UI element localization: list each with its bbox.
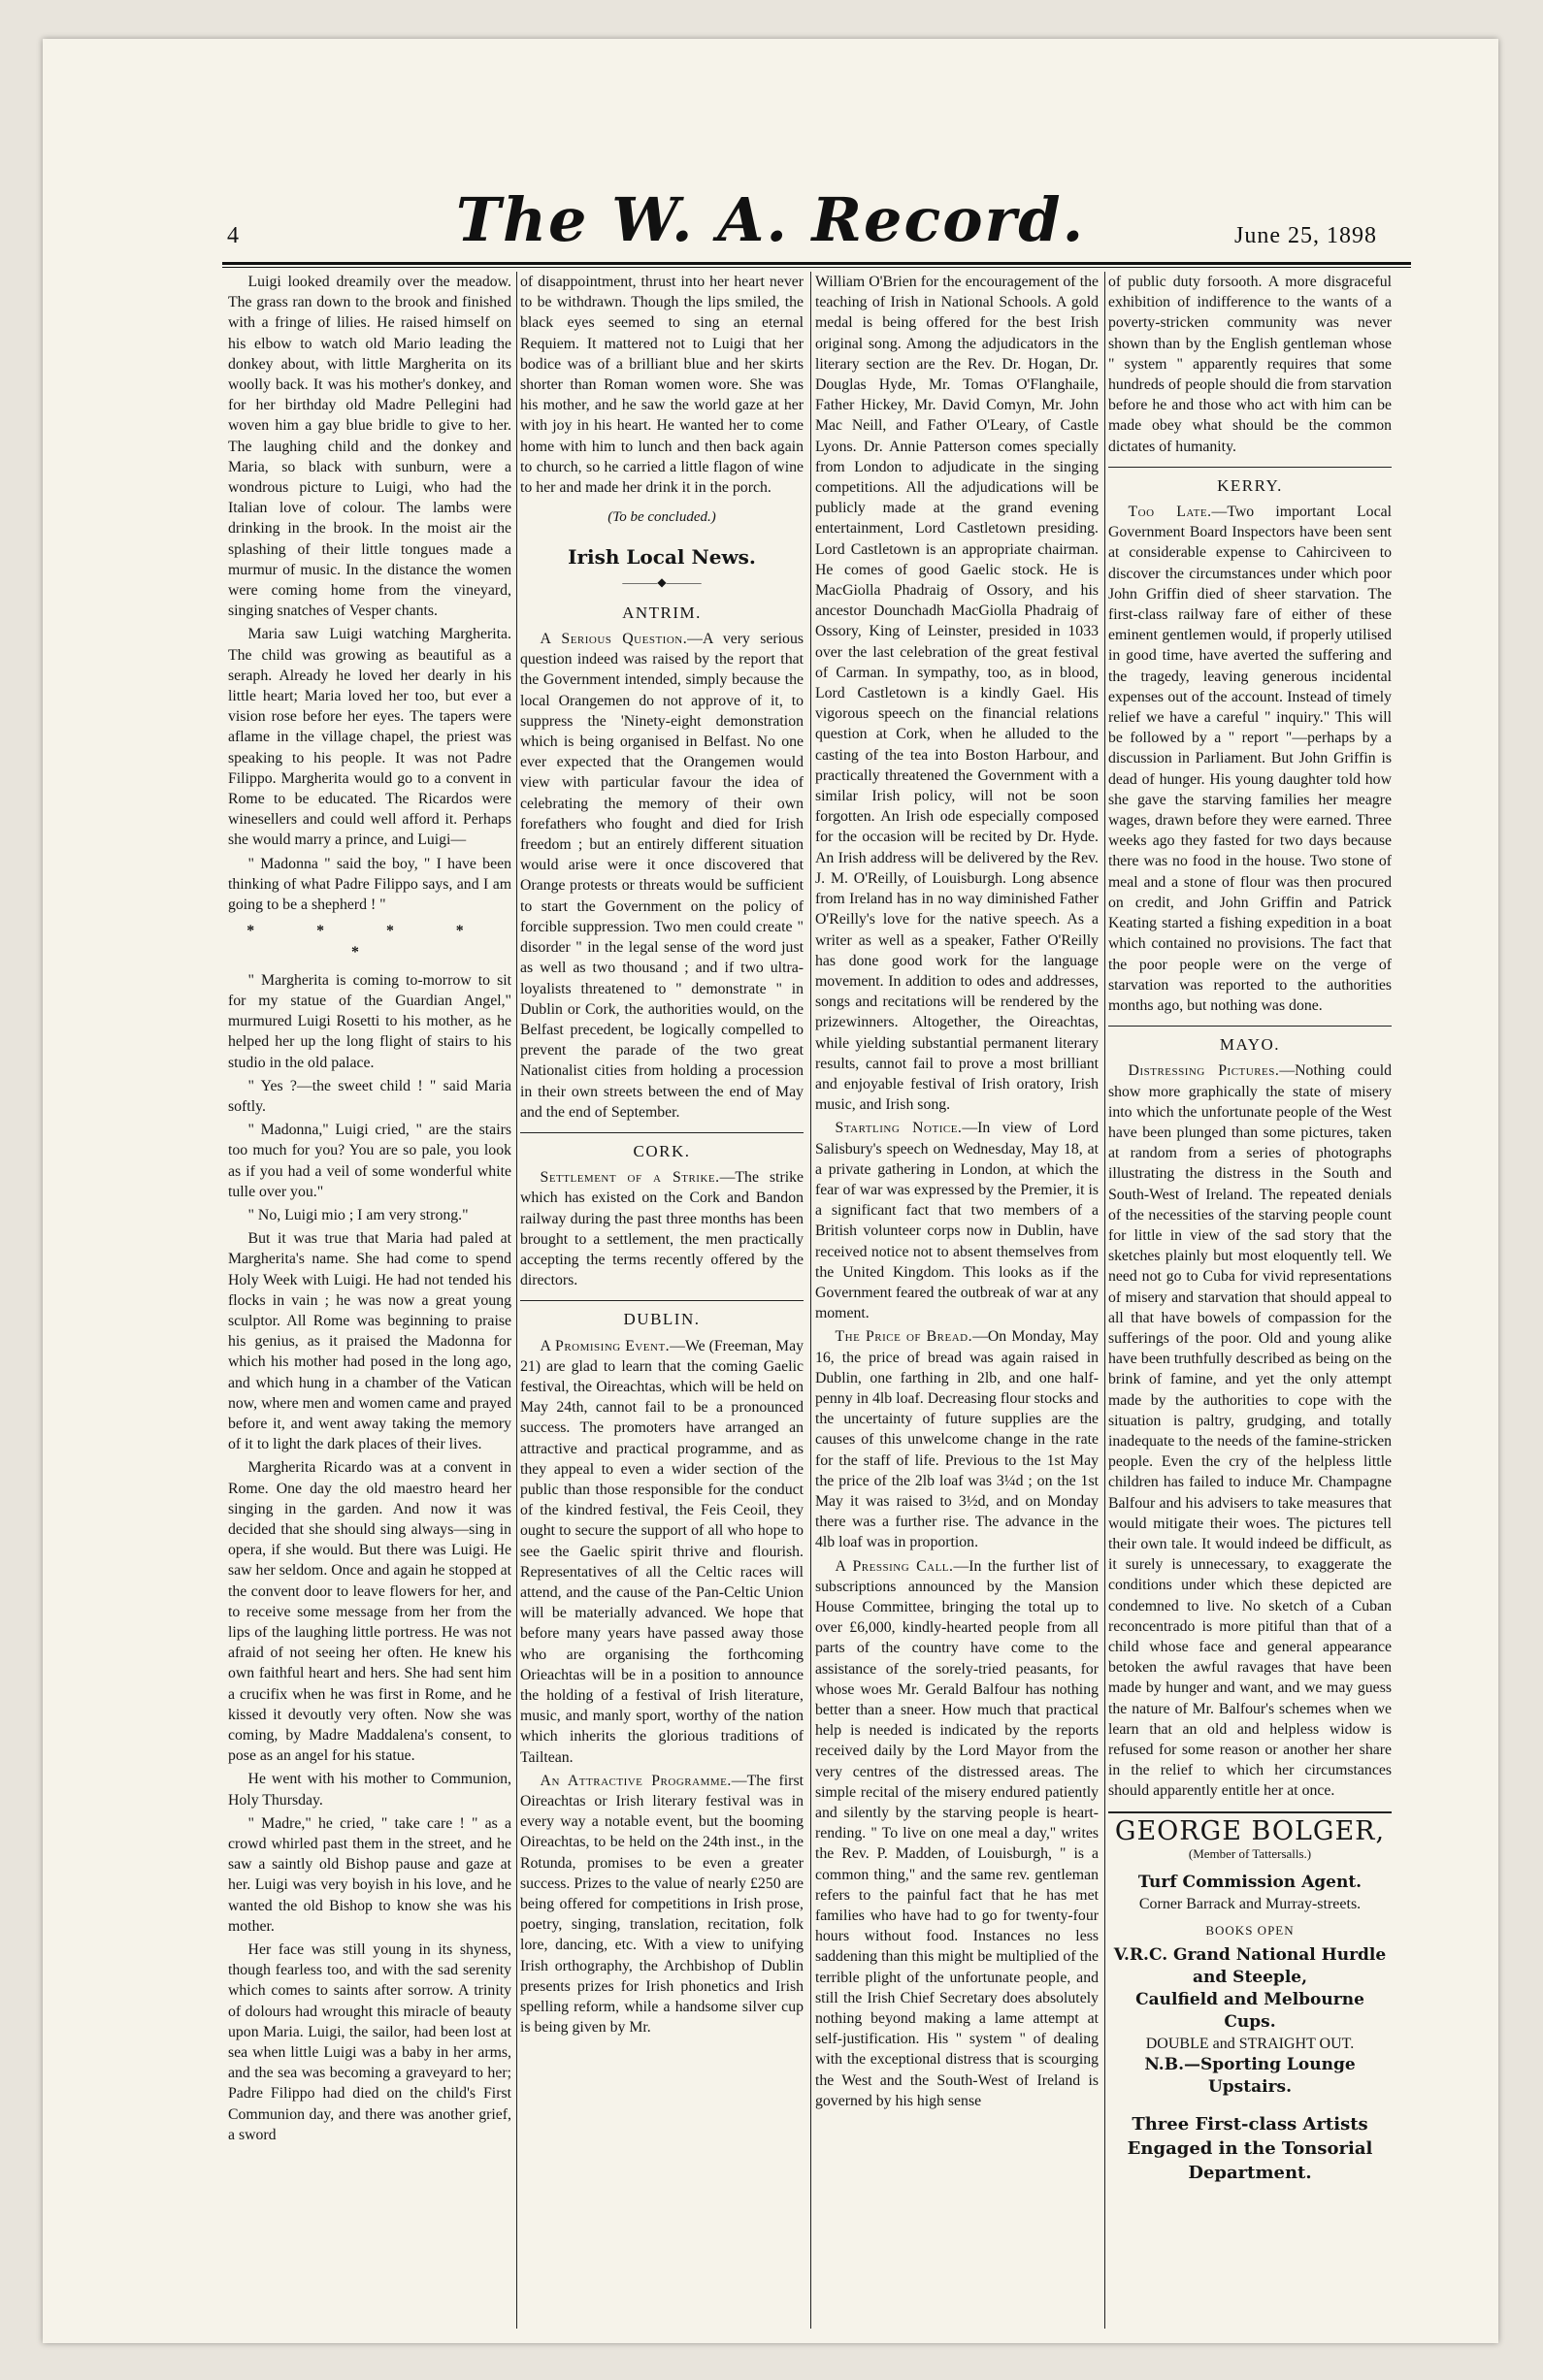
to-be-concluded: (To be concluded.): [607, 509, 716, 526]
news-item-lead: An Attractive Programme.: [540, 1772, 732, 1789]
story-paragraph: Margherita Ricardo was at a convent in Rome. One day the old maestro heard her singing in the garden. And now it was decided that she should sing always—sing in opera, if she would. But there was Luigi. He saw her seldom. Once and again he stopped at the convent door to leave flowers for her, and to receive some message from her from the lips of the laughing little portress. He was not afraid of not seeing her often. He knew his own faithful heart and hers. She had sent him a crucifix when he was first in Rome, and he kissed it devoutly very often. Now she was coming, by Madre Maddalena's consent, to pose as an angel for his statue.: [228, 1459, 511, 1765]
newspaper-page: [43, 39, 1498, 2343]
column-2: [520, 272, 804, 2329]
story-paragraph: of disappointment, thrust into her heart never to be withdrawn. Though the lips smiled, the black eyes seemed to sing an eternal Requiem. It mattered not to Luigi that her bodice was of a brilliant blue and her skirts shorter than Roman women wore. She was his mother, and he saw the world gaze at her with joy in his heart. He wanted her to come home with him to lunch and then back again to church, so he carried a little flagon of wine to her and made her drink it in the porch.: [520, 274, 804, 497]
newspaper-title: The W. A. Record.: [455, 184, 1086, 255]
ad-artists: Three First-class Artists Engaged in the Tonsorial Department.: [1127, 2114, 1373, 2184]
header-rule: [222, 262, 1411, 265]
story-paragraph: Luigi looked dreamily over the meadow. The grass ran down to the brook and finished with a fringe of lilies. He raised himself on his elbow to watch old Mario leading the donkey about, with little Margherita on its woolly back. It was his mother's donkey, and for her birthday old Madre Pellegini had woven him a gay blue bridle to give to her. The laughing child and the donkey and Maria, so black with sunburn, were a wondrous picture to Luigi, who had the Italian love of colour. The lambs were drinking in the brook. In the moist air the splashing of their little tongues made a murmur of music. In the distance the women were coming home from the vineyard, singing snatches of Vesper chants.: [228, 274, 511, 620]
news-item-lead: A Pressing Call.: [835, 1557, 954, 1575]
county-heading-kerry: KERRY.: [1108, 467, 1392, 496]
news-item: [815, 1118, 1099, 1323]
news-item-lead: Distressing Pictures.: [1128, 1062, 1280, 1080]
story-paragraph: He went with his mother to Communion, Holy Thursday.: [228, 1771, 511, 1809]
column-1: [228, 272, 511, 2329]
news-item-body: —Nothing could show more graphically the state of misery into which the unfortunate people of the West have been plunged than some pictures, taken at random from a series of photographs illustrating the distress in the South and South-West of Ireland. The repeated denials of the necessities of the starving people count for little in view of the sad story that the sketches plainly but most eloquently tell. We need not go to Cuba for vivid representations of misery and starvation that should appeal to all that have bowels of compassion for the sufferings of the poor. Old and young alike have been truthfully described as being on the brink of famine, and yet the only attempt made by the authorities to cope with the situation is paltry, grudging, and totally inadequate to the needs of the famine-stricken people. Even the cry of the helpless little children has failed to induce Mr. Champagne Balfour and his advisers to take measures that would mitigate their woes. The pictures tell their own tale. It would indeed be difficult, as it surely is unnecessary, to exaggerate the conditions under which these depicted are condemned to live. No sketch of a Cuban reconcentrado is more pitiful than that of a child whose face and general appearance betoken the awful ravages that have been made by hunger and want, and we may guess the nature of Mr. Balfour's schemes when we learn that an old and helpless widow is refused for some reason or another her share in the relief to which her circumstances should apparently entitle her at once.: [1108, 1062, 1392, 1800]
news-item-body: —The strike which has existed on the Cork and Bandon railway during the past three months has been brought to a settlement, the men practically accepting the terms recently offered by the directors.: [520, 1169, 804, 1289]
news-item-body: —Two important Local Government Board Inspectors have been sent at considerable expense to Cahirciveen to discover the circumstances under which poor John Griffin died of sheer starvation. The first-class railway fare of either of these eminent gentlemen would, if properly utilised in good time, have averted the suffering and the tragedy, leaving generous incidental expenses out of the account. Instead of timely relief we have a careful " inquiry." This will be followed by a " report "—perhaps by a discussion in Parliament. But John Griffin is dead of hunger. His young daughter told how she gave the starving families her meagre wages, drawn before they were earned. Three weeks ago they fasted for two days because there was no food in the house. Two stone of meal and a stone of flour was then procured on credit, and John Griffin and Patrick Keating started a fishing expedition in a boat which contained no provisions. The fact that the poor people were on the verge of starvation was reported to the authorities months ago, but nothing was done.: [1108, 504, 1392, 1014]
story-paragraph: " Yes ?—the sweet child ! " said Maria softly.: [228, 1077, 511, 1115]
ad-books-open: BOOKS OPEN: [1205, 1923, 1295, 1939]
news-item-lead: A Serious Question.: [540, 631, 688, 648]
news-item: [1108, 502, 1392, 1016]
ad-race-1: V.R.C. Grand National Hurdle and Steeple,: [1113, 1945, 1387, 1988]
news-item-body: —A very serious question indeed was raised by the report that the Government intended, simply because the local Orangemen do not approve of it, to suppress the 'Ninety-eight demonstration which is being organised in Belfast. No one ever expected that the Orangemen would view with particular favour the idea of celebrating the memory of their own forefathers who fought and died for Irish freedom ; but an entirely different situation would arise were it once discovered that Orange protests or threats would be sufficient to start the Government on the policy of forcible suppression. Two men could create " disorder " in the legal sense of the word just as well as two thousand ; and if two ultra-loyalists threatened to " demonstrate " in Dublin or Cork, the authorities would, on the Belfast precedent, be logically compelled to prevent the parade of the two great Nationalist cities from holding a procession in their own streets between the end of May and the end of September.: [520, 631, 804, 1121]
issue-date: June 25, 1898: [1234, 223, 1377, 248]
news-item-continued: of public duty forsooth. A more disgraceful exhibition of indifference to the wants of a poverty-stricken community was never shown than by the English gentleman whose " system " apparently requires that some hundreds of people should die from starvation before he and those who act with him can be made obey what should be the common dictates of humanity.: [1108, 274, 1392, 455]
story-paragraph: " Margherita is coming to-morrow to sit for my statue of the Guardian Angel," murmured Luigi Rosetti to his mother, as he helped her up the long flight of stairs to his studio in the old palace.: [228, 971, 511, 1071]
story-paragraph: " No, Luigi mio ; I am very strong.": [247, 1206, 469, 1223]
page-number: 4: [227, 223, 239, 248]
ad-member: (Member of Tattersalls.): [1188, 1845, 1312, 1861]
advertisement-george-bolger: [1108, 1811, 1392, 2186]
news-item: [520, 1167, 804, 1290]
story-paragraph: " Madre," he cried, " take care ! " as a crowd whirled past them in the street, and he saw a saintly old Bishop pause and gaze at her. Luigi was very boyish in his love, and he wanted the old Bishop to know she was his mother.: [228, 1814, 511, 1935]
news-item-body: —In view of Lord Salisbury's speech on Wednesday, May 18, at a private gathering in London, at which the fear of war was expressed by the Premier, it is a significant fact that two members of a British volunteer corps now in Dublin, have received notice not to absent themselves from the United Kingdom. This looks as if the Government feared the outbreak of war at any moment.: [815, 1120, 1099, 1322]
column-divider: [810, 272, 811, 2329]
column-3: [815, 272, 1099, 2329]
news-item-lead: A Promising Event.: [540, 1337, 671, 1354]
ad-agent: Turf Commission Agent.: [1137, 1873, 1362, 1893]
news-item-continued: William O'Brien for the encouragement of the teaching of Irish in National Schools. A gold medal is being offered for the best Irish original song. Among the adjudicators in the literary section are the Rev. Dr. Hogan, Dr. Douglas Hyde, Mr. Tomas O'Flanghaile, Father Hickey, Mr. David Comyn, Mr. John Mac Neill, and Father O'Leary, of Castle Lyons. Dr. Annie Patterson comes specially from London to adjudicate in the singing competitions. All the adjudications will be publicly made at the grand evening entertainment, Lord Castletown presiding. Lord Castletown is an appropriate chairman. He comes of good Gaelic stock. He is MacGiolla Phadraig of Ossory, and his ancestor Dounchadh MacGiolla Phadraig of Ossory, King of Leinster, presided in 1033 over the last celebration of the great festival of Carman. In sympathy, too, as in blood, Lord Castletown is a kindly Gael. His vigorous speech on the financial relations question at Cork, when he alluded to the casting of the tea into Boston Harbour, and practically threatened the Government with a similar Irish policy, will not be soon forgotten. An Irish ode especially composed for the occasion will be recited by Dr. Hyde. An Irish address will be delivered by the Rev. J. M. O'Reilly, of Louisburgh. Long absence from Ireland has in no way diminished Father O'Reilly's love for the native speech. As a writer as well as a speaker, Father O'Reilly has done good work for the language movement. In addition to odes and addresses, songs and recitations will be rendered by the prizewinners. Altogether, the Oireachtas, while yielding substantial permanent literary results, cannot fail to prove a most brilliant and enjoyable festival of Irish oratory, Irish music, and Irish song.: [815, 274, 1099, 1114]
county-heading-dublin: DUBLIN.: [520, 1300, 804, 1329]
news-item-lead: The Price of Bread.: [835, 1328, 973, 1346]
column-divider: [1104, 272, 1105, 2329]
ornament-rule: ———◆———: [622, 574, 702, 589]
story-paragraph: " Madonna," Luigi cried, " are the stairs too much for you? You are so pale, you look as if you had a veil of some wonderful white tulle over you.": [228, 1122, 511, 1200]
news-item-lead: Too Late.: [1128, 504, 1212, 521]
news-item: [1108, 1060, 1392, 1801]
section-heading-irish-local-news: Irish Local News.: [568, 545, 756, 570]
header-rule-thin: [222, 267, 1411, 268]
news-item: [520, 1771, 804, 2038]
news-item-lead: Startling Notice.: [835, 1120, 963, 1137]
masthead: [43, 184, 1498, 272]
ad-bets: DOUBLE and STRAIGHT OUT.: [1145, 2036, 1355, 2053]
ad-address: Corner Barrack and Murray-streets.: [1138, 1896, 1362, 1913]
news-item-lead: Settlement of a Strike.: [540, 1169, 720, 1187]
column-4: [1108, 272, 1392, 2329]
ad-race-2: Caulfield and Melbourne Cups.: [1135, 1990, 1364, 2033]
news-item-body: —We (Freeman, May 21) are glad to learn that the coming Gaelic festival, the Oireachtas, which will be held on May 24th, cannot fail to be a pronounced success. The promoters have arranged an attractive and practical programme, and as they appeal to even a wider section of the public than those responsible for the conduct of the kindred festival, the Feis Ceoil, they ought to secure the support of all who hope to see the Gaelic spirit thrive and flourish. Representatives of all the Celtic races will attend, and the cause of the Pan-Celtic Union will be materially advanced. We hope that before many years have passed away those who are organising the forthcoming Orieachtas will be in a position to announce the holding of a festival of Irish literature, music, and manly sport, worthy of the nation which inherits the glorious traditions of Tailtean.: [520, 1337, 804, 1766]
story-paragraph: But it was true that Maria had paled at Margherita's name. She had come to spend Holy Week with Luigi. He had not tended his flocks in vain ; he was now a great young sculptor. All Rome was beginning to praise his genius, as it praised the Madonna for which his mother had posed in the long ago, and which hung in a chamber of the Vatican now, where men and women came and prayed before it, and went away taking the memory of it to light the dark places of their lives.: [228, 1230, 511, 1453]
county-heading-cork: CORK.: [520, 1132, 804, 1161]
news-item: [520, 1336, 804, 1768]
news-item: [815, 1326, 1099, 1552]
story-paragraph: Maria saw Luigi watching Margherita. The child was growing as beautiful as a seraph. Already he loved her dearly in his little heart; Maria loved her too, but ever a vision rose before her eyes. The tapers were aflame in the village chapel, the priest was speaking to his people. It was not Padre Filippo. Margherita would go to a convent in Rome to be educated. The Ricardos were winesellers and could well afford it. Perhaps she would marry a prince, and Luigi—: [228, 626, 511, 849]
ad-lounge: N.B.—Sporting Lounge Upstairs.: [1144, 2055, 1356, 2098]
column-divider: [516, 272, 517, 2329]
ad-name: GEORGE BOLGER,: [1114, 1815, 1386, 1846]
news-item-body: —In the further list of subscriptions announced by the Mansion House Committee, bringing the total up to over £6,000, kindly-hearted people from all parts of the country have come to the assistance of the sorely-tried peasants, for whose woes Mr. Gerald Balfour has nothing better than a sneer. How much that practical help is needed is indicated by the reports received daily by the Lord Mayor from the very centres of the distressed areas. The simple recital of the misery endured patiently and silently by the starving people is heart-rending. " To live on one meal a day," writes the Rev. P. Madden, of Louisburgh, " is a common thing," and the same rev. gentleman refers to the painful fact that he has met families who have had to go for twenty-four hours without food. Instances no less saddening than this might be multiplied of the terrible plight of the unfortunate people, and still the Irish Chief Secretary does absolutely nothing beyond making a lame attempt at self-justification. His " system " of dealing with the exceptional distress that is scourging the West and the South-West of Ireland is governed by his high sense: [815, 1557, 1099, 2109]
story-paragraph: " Madonna " said the boy, " I have been thinking of what Padre Filippo says, and I am going to be a shepherd ! ": [228, 855, 511, 914]
county-heading-antrim: ANTRIM.: [622, 603, 702, 622]
news-item: [815, 1556, 1099, 2111]
ad-spacer: [1108, 2099, 1392, 2112]
section-break-stars: * * * * *: [246, 923, 493, 961]
story-paragraph: Her face was still young in its shyness, though fearless too, and with the sad serenity which comes to saints after sorrow. A trinity of dolours had wrought this miracle of beauty upon Maria. Luigi, the sailor, had been lost at sea when little Luigi was a baby in her arms, and the sea was becoming a graveyard to her; Padre Filippo had died on the child's First Communion day, and there was another grief, a sword: [228, 1941, 511, 2143]
news-item: [520, 629, 804, 1123]
news-item-body: —The first Oireachtas or Irish literary festival was in every way a notable event, but the booming Oireachtas, to be held on the 24th inst., in the Rotunda, promises to be even a greater success. Prizes to the value of nearly £250 are being offered for competitions in Irish prose, poetry, singing, translation, recitation, folk lore, dancing, etc. With a view to unifying Irish orthography, the Archbishop of Dublin presents prizes for Irish phonetics and Irish spelling reform, while a handsome silver cup is being given by Mr.: [520, 1772, 804, 2037]
news-item-body: —On Monday, May 16, the price of bread was again raised in Dublin, one farthing in 2lb, and one half-penny in 4lb loaf. Decreasing flour stocks and the uncertainty of future supplies are the causes of this unwelcome change in the rate for the staff of life. Previous to the 1st May the price of the 2lb loaf was 3¼d ; on the 1st May it was raised to 3½d, and on Monday there was a further rise. The advance in the 4lb loaf was in proportion.: [815, 1328, 1099, 1551]
county-heading-mayo: MAYO.: [1108, 1026, 1392, 1055]
